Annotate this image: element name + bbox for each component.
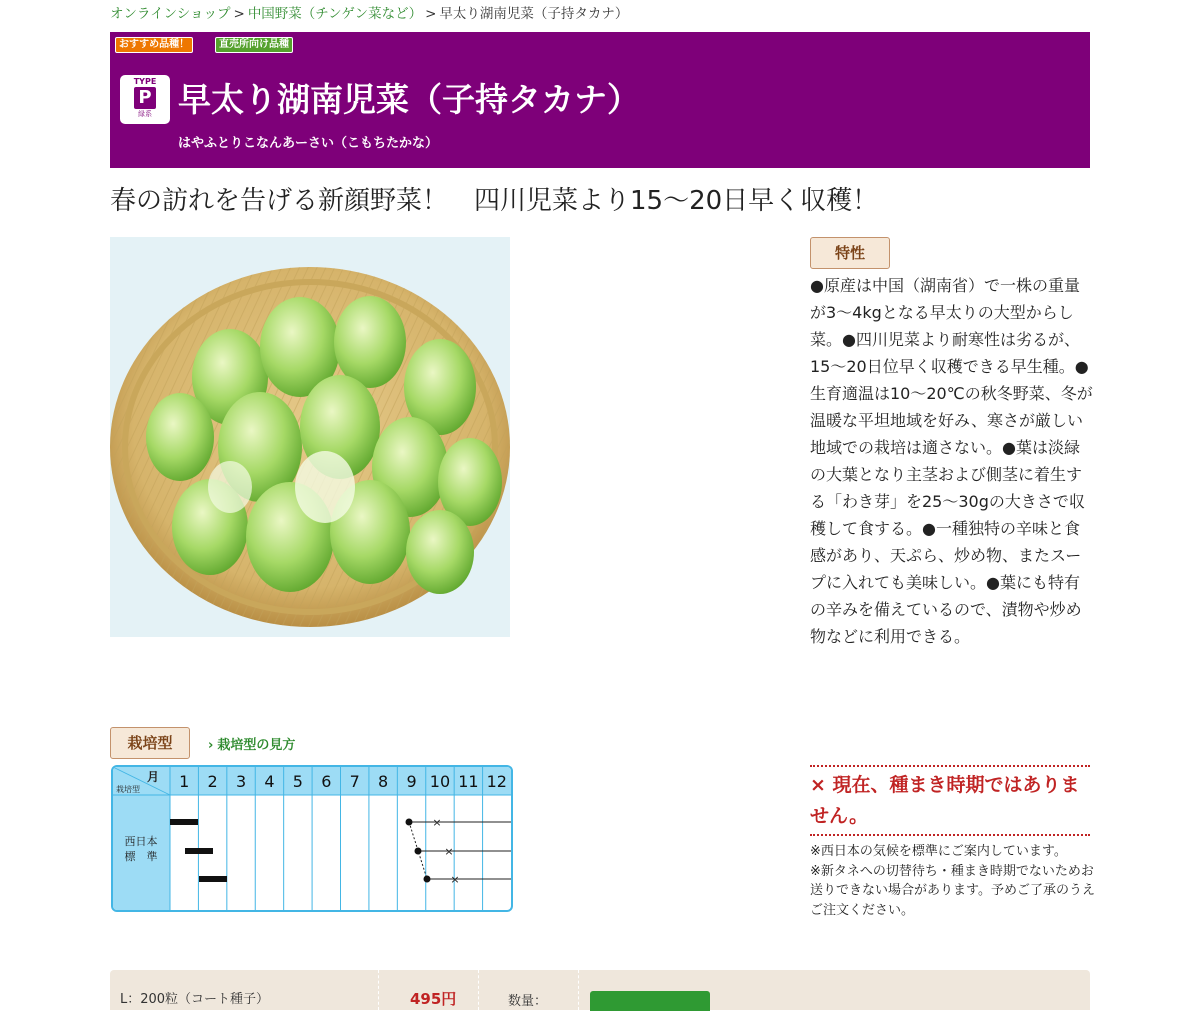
planting-mark: × (444, 845, 454, 858)
month-label: 月 (146, 770, 160, 784)
close-icon: × (810, 774, 826, 796)
price: 495円 (410, 990, 457, 1008)
cultivation-guide-label: 栽培型の見方 (217, 738, 296, 753)
breadcrumb-current: 早太り湖南児菜（子持タカナ） (439, 6, 629, 22)
note-shipping: ※新タネへの切替待ち・種まき時期でないためお送りできない場合があります。予めご了承のうえご注文ください。 (810, 863, 1095, 918)
feature-heading: 特性 (810, 237, 890, 269)
month-label-10: 10 (429, 772, 451, 791)
sowing-status-box (810, 765, 1090, 836)
planting-mark: × (450, 873, 460, 886)
cultivation-type-label: 栽培型 (116, 785, 140, 794)
type-badge (120, 75, 170, 124)
add-to-cart-button[interactable] (590, 991, 710, 1011)
month-label-9: 9 (406, 772, 417, 791)
chevron-right-icon: › (208, 738, 214, 753)
variant-label: L：200粒（コート種子） (120, 992, 270, 1007)
month-label-2: 2 (207, 772, 218, 791)
breadcrumb-link-chinese-vegetables[interactable]: 中国野菜（チンゲン菜など） (247, 6, 423, 22)
cultivation-guide-link[interactable] (208, 734, 295, 753)
type-badge-group: 緑系 (138, 110, 152, 118)
harvest-bar (185, 848, 213, 854)
direct-sale-badge: 直売所向け品種 (215, 37, 293, 53)
month-label-6: 6 (321, 772, 332, 791)
divider (578, 970, 579, 1010)
calendar-chart (113, 767, 511, 910)
sowing-status-text (810, 770, 1090, 832)
month-label-8: 8 (378, 772, 389, 791)
sowing-status-message: 現在、種まき時期ではありません。 (810, 774, 1080, 827)
type-badge-label: TYPE (133, 77, 157, 86)
notes (810, 842, 1095, 920)
sowing-point (415, 848, 422, 855)
sowing-point (424, 876, 431, 883)
breadcrumb-separator: > (233, 6, 245, 22)
product-header (110, 32, 1090, 168)
note-climate: ※西日本の気候を標準にご案内しています。 (810, 844, 1067, 859)
month-label-7: 7 (349, 772, 360, 791)
product-reading: はやふとりこなんあーさい（こもちたかな） (178, 136, 439, 151)
month-label-4: 4 (264, 772, 275, 791)
planting-mark: × (432, 816, 442, 829)
recommended-badge: おすすめ品種！ (115, 37, 193, 53)
catch-copy: 春の訪れを告げる新顔野菜！ 四川児菜より15〜20日早く収穫！ (110, 186, 879, 216)
breadcrumb-separator: > (425, 6, 437, 22)
month-label-3: 3 (235, 772, 247, 791)
standard-label: 標 準 (124, 850, 158, 863)
month-label-11: 11 (458, 772, 479, 791)
month-label-12: 12 (486, 772, 507, 791)
breadcrumb (110, 2, 628, 22)
month-label-1: 1 (179, 772, 190, 791)
region-label: 西日本 (124, 835, 158, 848)
harvest-bar (199, 876, 227, 882)
order-row (110, 970, 1090, 1010)
product-image (110, 237, 510, 637)
cultivation-calendar (111, 765, 513, 912)
feature-description: ●原産は中国（湖南省）で一株の重量が3〜4kgとなる早太りの大型からし菜。●四川児菜より耐寒性は劣るが、15〜20日位早く収穫できる早生種。●生育適温は10〜20℃の秋冬野菜、冬が温暖な平坦地域を好み、寒さが厳しい地域での栽培は適さない。●葉は淡緑の大葉となり主茎および側茎に着生する「わき芽」を25〜30gの大きさで収穫して食する。●一種独特の辛味と食感があり、天ぷら、炒め物、またスープに入れても美味しい。●葉にも特有の辛みを備えているので、漬物や炒め物などに利用できる。 (810, 276, 1093, 646)
product-title: 早太り湖南児菜（子持タカナ） (178, 80, 640, 119)
month-label-5: 5 (292, 772, 303, 791)
breadcrumb-link-online-shop[interactable]: オンラインショップ (110, 6, 231, 22)
divider (378, 970, 379, 1010)
vegetable-basket-illustration (110, 237, 510, 637)
quantity-label: 数量： (508, 994, 548, 1009)
type-badge-letter: P (134, 87, 156, 109)
harvest-bar (170, 819, 198, 825)
divider (478, 970, 479, 1010)
sowing-point (406, 819, 413, 826)
cultivation-heading: 栽培型 (110, 727, 190, 759)
